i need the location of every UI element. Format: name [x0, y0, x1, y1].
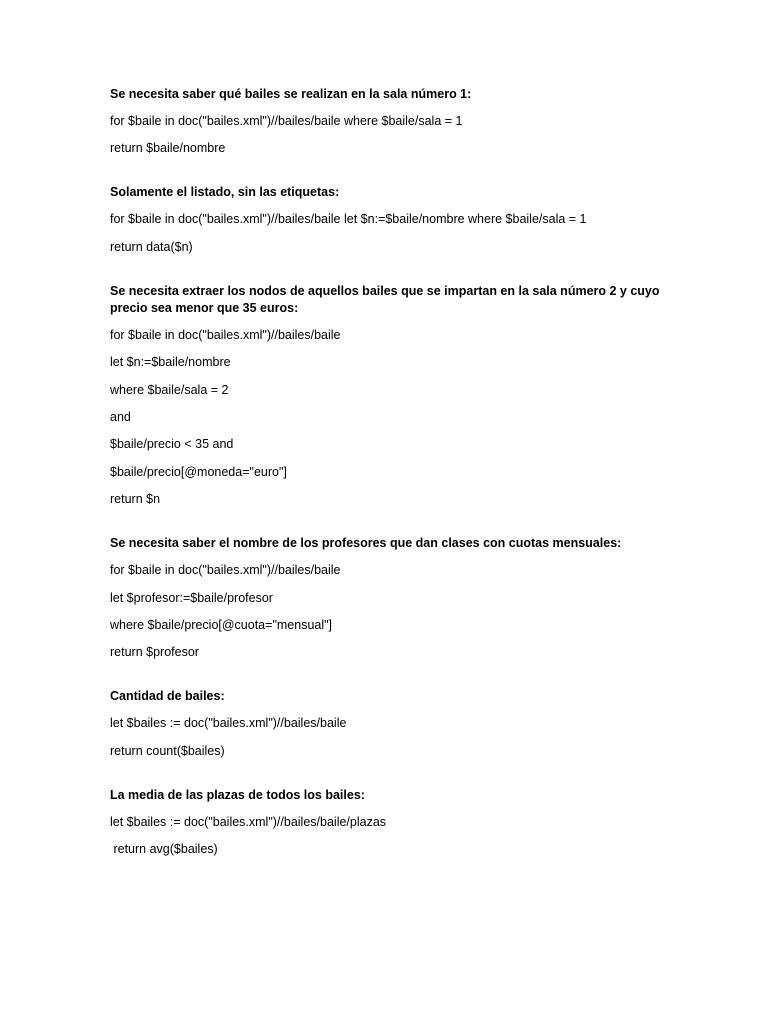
code-line: $baile/precio < 35 and — [110, 437, 234, 452]
section-sala-1 — [110, 86, 670, 157]
code-line: $baile/precio[@moneda="euro"] — [110, 464, 287, 479]
code-line: let $n:=$baile/nombre — [110, 355, 231, 370]
section-listado — [110, 184, 670, 255]
section-heading: Solamente el listado, sin las etiquetas: — [110, 185, 340, 200]
code-line: for $baile in doc("bailes.xml")//bailes/baile — [110, 563, 341, 578]
code-line: return $n — [110, 492, 161, 507]
section-profesores — [110, 535, 670, 661]
section-heading: Se necesita saber el nombre de los profesores que dan clases con cuotas mensuales: — [110, 536, 622, 551]
code-line: where $baile/precio[@cuota="mensual"] — [110, 617, 333, 632]
section-heading: La media de las plazas de todos los bailes: — [110, 787, 365, 802]
code-line: return count($bailes) — [110, 743, 225, 758]
code-line: return $profesor — [110, 645, 199, 660]
section-cantidad — [110, 688, 670, 759]
document-body — [110, 86, 670, 885]
code-line: and — [110, 409, 131, 424]
code-line: let $bailes := doc("bailes.xml")//bailes/baile/plazas — [110, 814, 387, 829]
code-line: for $baile in doc("bailes.xml")//bailes/baile where $baile/sala = 1 — [110, 114, 463, 128]
section-heading: Se necesita saber qué bailes se realizan en la sala número 1: — [110, 87, 472, 101]
section-media — [110, 787, 670, 858]
section-heading: Se necesita extraer los nodos de aquellos bailes que se impartan en la sala número 2 y cuyo precio sea menor que 35 euros: — [110, 283, 660, 315]
code-line: let $bailes := doc("bailes.xml")//bailes/baile — [110, 716, 347, 731]
code-line: for $baile in doc("bailes.xml")//bailes/baile — [110, 327, 341, 342]
code-line: return data($n) — [110, 239, 193, 254]
section-sala-2 — [110, 283, 670, 508]
code-line: for $baile in doc("bailes.xml")//bailes/baile let $n:=$baile/nombre where $baile/sala = 1 — [110, 212, 587, 227]
code-line: where $baile/sala = 2 — [110, 382, 229, 397]
code-line: return $baile/nombre — [110, 141, 226, 156]
code-line: let $profesor:=$baile/profesor — [110, 590, 273, 605]
code-line: return avg($bailes) — [110, 842, 218, 857]
section-heading: Cantidad de bailes: — [110, 689, 225, 704]
